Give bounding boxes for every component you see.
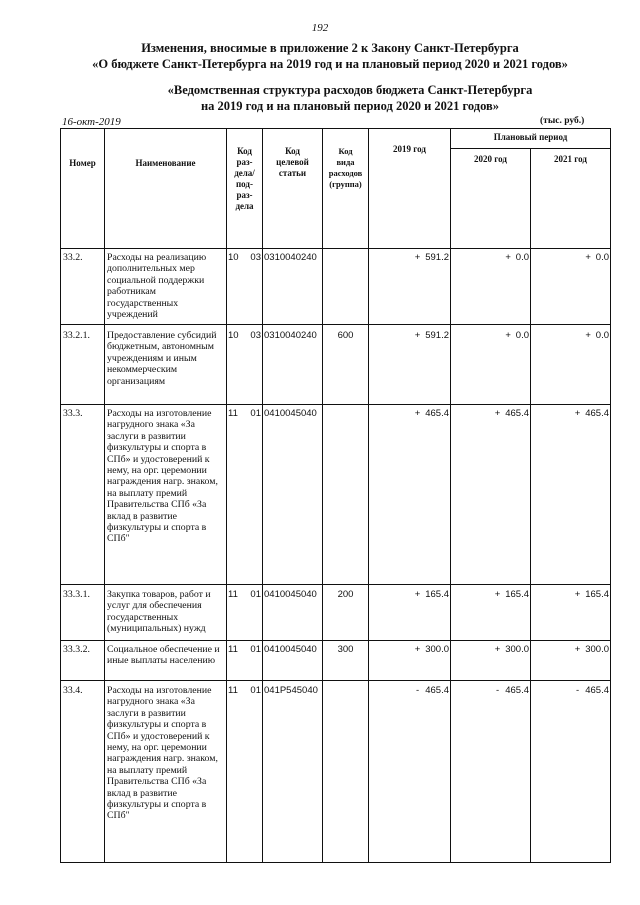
row-value-2019: - 465.4 — [415, 685, 449, 696]
row-value-2021: + 0.0 — [585, 252, 609, 263]
row-number: 33.3. — [63, 408, 83, 419]
row-subsection: 03 — [250, 252, 261, 263]
column-header-2019: 2019 год — [393, 144, 426, 154]
document-subtitle-line-2: на 2019 год и на плановый период 2020 и 2021 годов» — [200, 99, 500, 113]
document-subtitle-line-1: «Ведомственная структура расходов бюджета Санкт-Петербурга — [167, 83, 533, 97]
row-value-2021: + 300.0 — [574, 644, 609, 655]
row-number: 33.3.2. — [63, 644, 90, 655]
column-header-section-code: Код раз- дела/ под- раз- дела — [234, 146, 255, 211]
row-value-2020: + 465.4 — [494, 408, 529, 419]
row-target-code: 0410045040 — [264, 408, 317, 419]
row-name: Расходы на изготовление нагрудного знака «За заслуги в развитии физкультуры и спорта в СПб» и удостоверений к нему, на орг. церемонии награждения нагр. знаком, на выплату премий Правительства СПб «За вклад в развитие физкультуры и спорта в СПб" — [107, 408, 218, 545]
row-target-code: 0310040240 — [264, 252, 317, 263]
row-number: 33.2.1. — [63, 330, 90, 341]
row-value-2019: + 165.4 — [414, 589, 449, 600]
column-header-number: Номер — [69, 158, 96, 168]
document-date: 16-окт-2019 — [62, 116, 121, 128]
row-section: 10 — [228, 330, 239, 341]
row-value-2019: + 300.0 — [414, 644, 449, 655]
row-subsection: 01 — [250, 408, 261, 419]
row-section: 11 — [228, 644, 238, 655]
row-value-2020: + 0.0 — [505, 330, 529, 341]
row-section: 11 — [228, 589, 238, 600]
row-subsection: 01 — [250, 644, 261, 655]
row-target-code: 0410045040 — [264, 644, 317, 655]
row-value-2020: + 0.0 — [505, 252, 529, 263]
page-number: 192 — [311, 22, 329, 34]
row-expense-type: 200 — [337, 589, 354, 600]
row-value-2021: + 165.4 — [574, 589, 609, 600]
document-title-line-1: Изменения, вносимые в приложение 2 к Закону Санкт-Петербурга — [141, 41, 519, 55]
row-value-2021: + 0.0 — [585, 330, 609, 341]
row-value-2021: + 465.4 — [574, 408, 609, 419]
column-header-target-code: Код целевой статьи — [276, 146, 309, 178]
row-value-2019: + 591.2 — [414, 252, 449, 263]
row-name: Социальное обеспечение и иные выплаты населению — [107, 644, 220, 667]
column-header-2020: 2020 год — [474, 154, 507, 164]
row-section: 11 — [228, 408, 238, 419]
row-section: 11 — [228, 685, 238, 696]
units-label: (тыс. руб.) — [540, 116, 585, 126]
row-number: 33.4. — [63, 685, 83, 696]
row-expense-type: 600 — [337, 330, 354, 341]
row-subsection: 03 — [250, 330, 261, 341]
row-name: Закупка товаров, работ и услуг для обеспечения государственных (муниципальных) нужд — [107, 589, 211, 635]
column-header-expense-type: Код вида расходов (группа) — [328, 146, 363, 189]
row-subsection: 01 — [250, 589, 261, 600]
row-target-code: 0410045040 — [264, 589, 317, 600]
row-target-code: 0310040240 — [264, 330, 317, 341]
row-name: Расходы на изготовление нагрудного знака «За заслуги в развитии физкультуры и спорта в СПб» и удостоверений к нему, на орг. церемонии награждения нагр. знаком, на выплату премий Правительства СПб «За вклад в развитие физкультуры и спорта в СПб" — [107, 685, 218, 822]
row-value-2020: + 165.4 — [494, 589, 529, 600]
row-number: 33.3.1. — [63, 589, 90, 600]
row-number: 33.2. — [63, 252, 83, 263]
row-value-2020: + 300.0 — [494, 644, 529, 655]
row-target-code: 041P545040 — [264, 685, 318, 696]
row-section: 10 — [228, 252, 239, 263]
row-name: Расходы на реализацию дополнительных мер социальной поддержки работникам государственных учреждений — [107, 252, 207, 321]
column-header-2021: 2021 год — [554, 154, 587, 164]
row-value-2019: + 465.4 — [414, 408, 449, 419]
row-name: Предоставление субсидий бюджетным, автономным учреждениям и иным некоммерческим организациям — [107, 330, 217, 387]
row-value-2021: - 465.4 — [575, 685, 609, 696]
row-subsection: 01 — [250, 685, 261, 696]
row-expense-type: 300 — [337, 644, 354, 655]
document-title-line-2: «О бюджете Санкт-Петербурга на 2019 год и на плановый период 2020 и 2021 годов» — [92, 57, 568, 71]
row-value-2020: - 465.4 — [495, 685, 529, 696]
column-header-planned-period: Плановый период — [493, 132, 568, 142]
column-header-name: Наименование — [135, 158, 196, 168]
row-value-2019: + 591.2 — [414, 330, 449, 341]
